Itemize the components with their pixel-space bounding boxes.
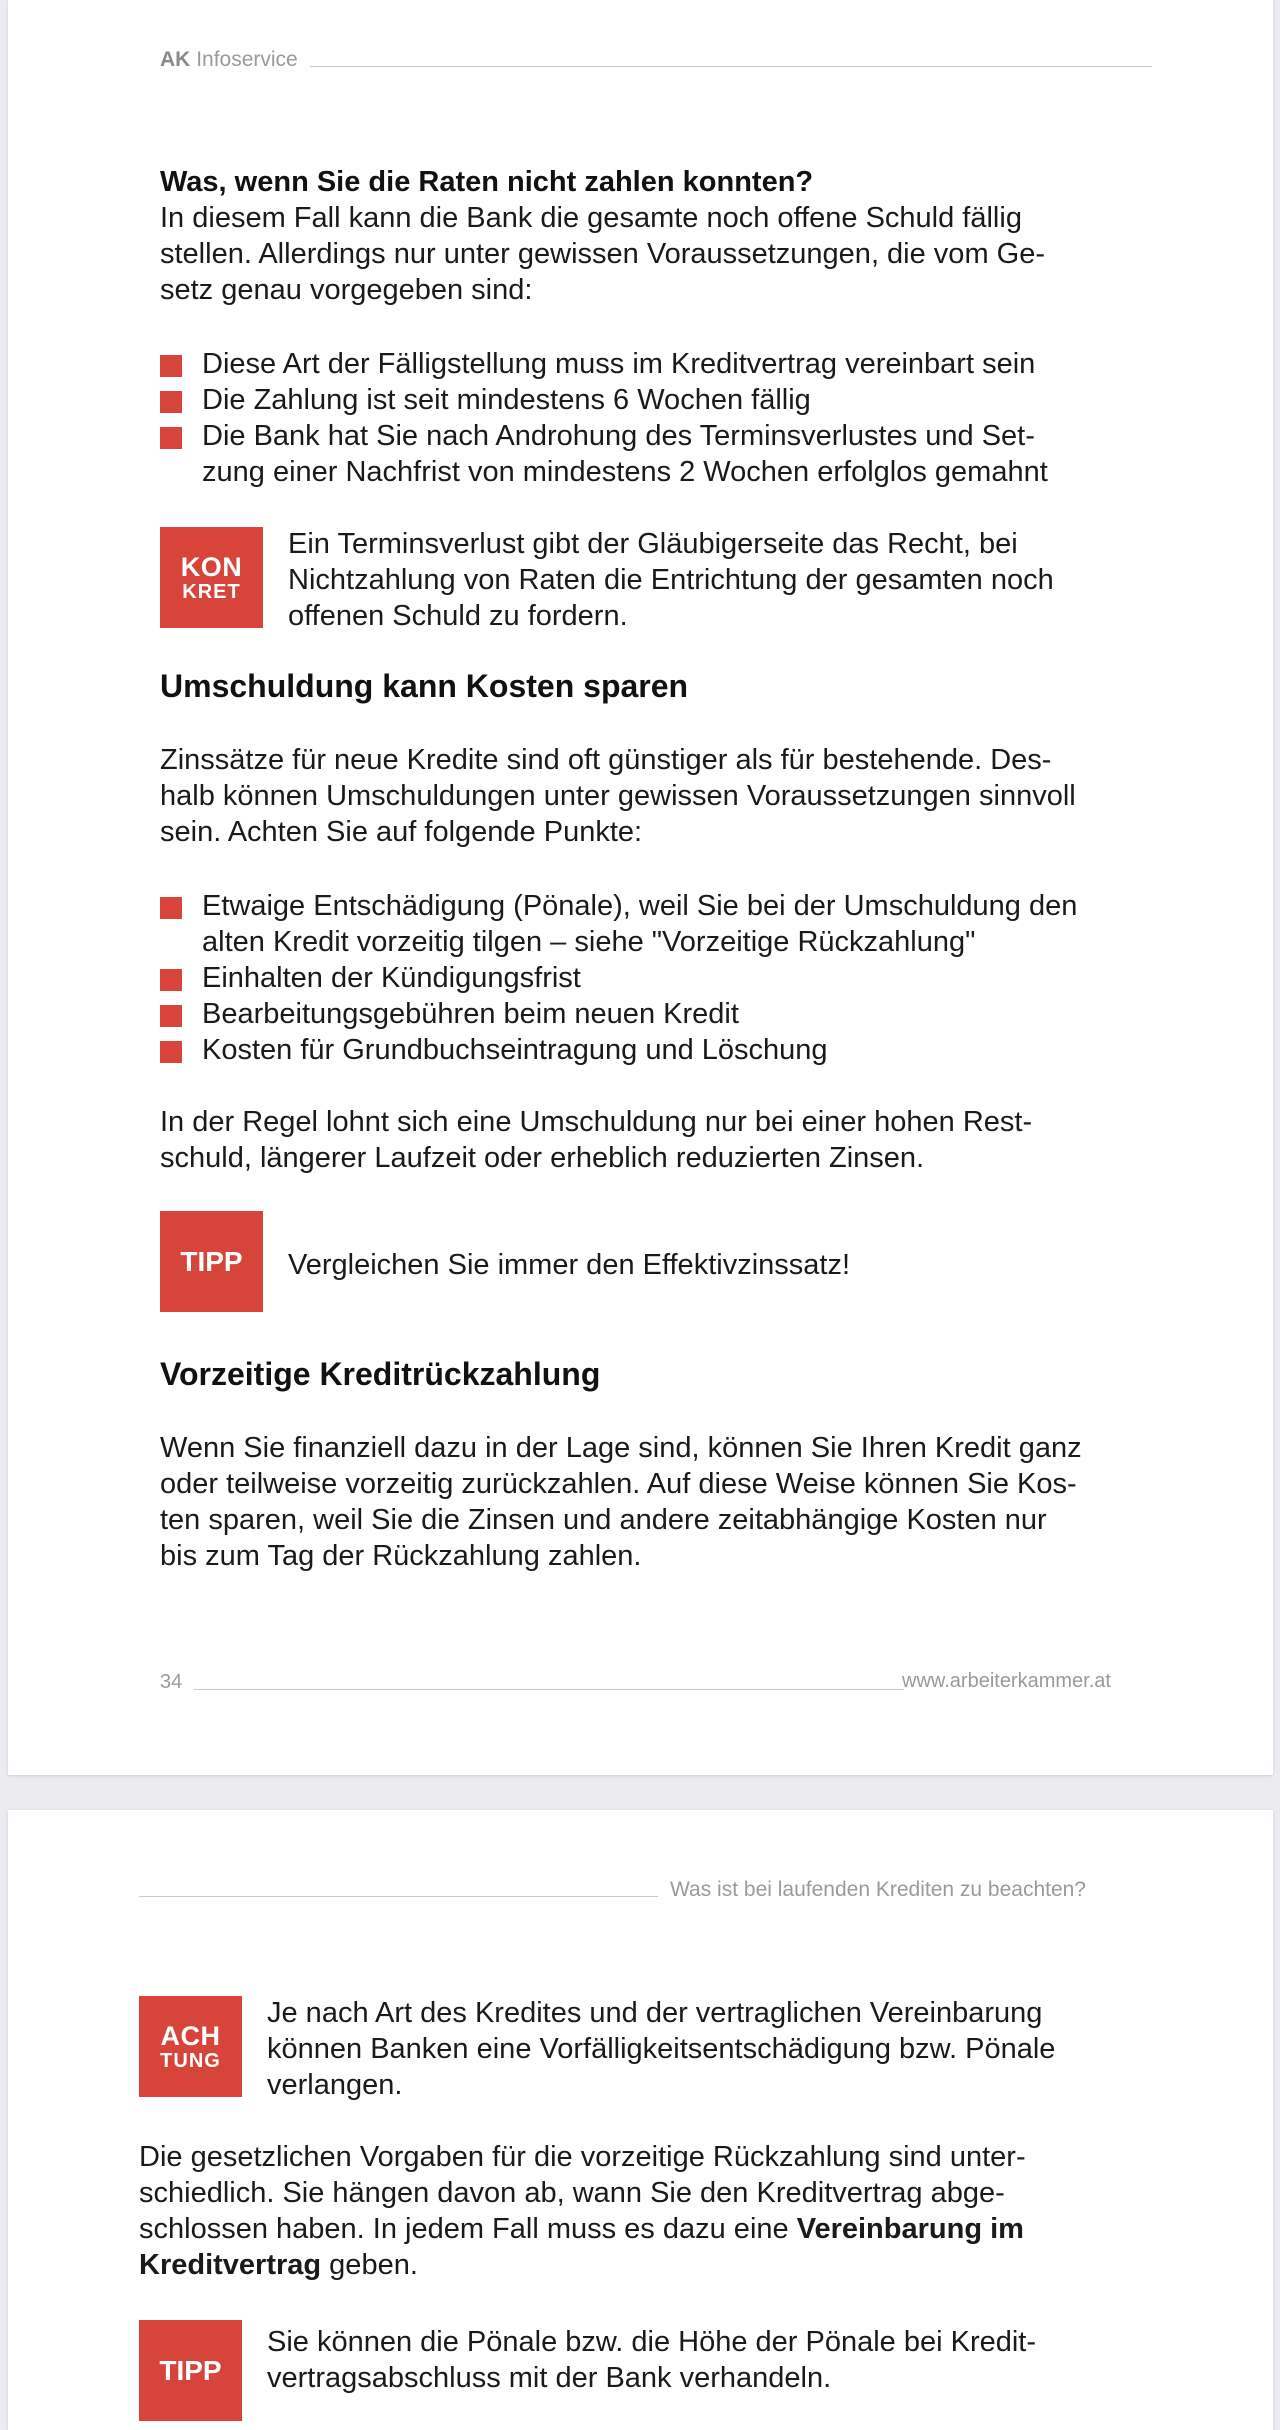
text-line: ten sparen, weil Sie die Zinsen und andere zeitabhängige Kosten nur: [160, 1504, 1047, 1536]
paragraph-vorzeitig: [160, 1430, 1170, 1574]
text-line: Ein Terminsverlust gibt der Gläubigerseite das Recht, bei: [288, 528, 1018, 560]
bullet-square-icon: [160, 897, 182, 919]
page-number: 34: [160, 1671, 183, 1693]
badge-line: TUNG: [160, 2049, 221, 2072]
header-label: Infoservice: [196, 48, 298, 71]
paragraph-umschuldung: [160, 742, 1170, 850]
bullet-square-icon: [160, 1041, 182, 1063]
tipp-badge: [139, 2320, 242, 2421]
list-item: Einhalten der Kündigungsfrist: [160, 960, 1170, 996]
page-header: Was ist bei laufenden Krediten zu beachten?: [670, 1878, 1086, 1901]
paragraph-raten: [160, 200, 1160, 308]
text-line: können Banken eine Vorfälligkeitsentschädigung bzw. Pönale: [267, 2033, 1056, 2065]
badge-label: TIPP: [159, 2354, 222, 2386]
bullet-square-icon: [160, 355, 182, 377]
text-line: Nichtzahlung von Raten die Entrichtung der gesamten noch: [288, 564, 1054, 596]
text-line: Sie können die Pönale bzw. die Höhe der Pönale bei Kredit-: [267, 2326, 1037, 2358]
text-line: Die gesetzlichen Vorgaben für die vorzeitige Rückzahlung sind unter-: [139, 2141, 1026, 2173]
section-heading-raten: Was, wenn Sie die Raten nicht zahlen konnten?: [160, 166, 814, 198]
text-line: In der Regel lohnt sich eine Umschuldung nur bei einer hohen Rest-: [160, 1106, 1033, 1138]
text-line: Wenn Sie finanziell dazu in der Lage sind, können Sie Ihren Kredit ganz: [160, 1432, 1082, 1464]
achtung-text: [267, 1995, 1167, 2103]
header-rule: [310, 66, 1152, 67]
text-line: Kreditvertrag geben.: [139, 2249, 418, 2281]
achtung-badge: [139, 1996, 242, 2097]
footer-rule: [194, 1689, 904, 1690]
bullet-list-faelligstellung: [160, 346, 1160, 490]
header-brand: AK: [160, 48, 191, 71]
document-page-34: [8, 0, 1273, 1775]
text-line: Zinssätze für neue Kredite sind oft günstiger als für bestehende. Des-: [160, 744, 1052, 776]
section-heading-vorzeitig: Vorzeitige Kreditrückzahlung: [160, 1356, 601, 1392]
section-heading-umschuldung: Umschuldung kann Kosten sparen: [160, 668, 689, 704]
text-line: schuld, längerer Laufzeit oder erheblich reduzierten Zinsen.: [160, 1142, 925, 1174]
text-line: setz genau vorgegeben sind:: [160, 274, 533, 306]
badge-line: KON: [180, 551, 243, 582]
text-line: schiedlich. Sie hängen davon ab, wann Sie den Kreditvertrag abge-: [139, 2177, 1005, 2209]
page-header: [160, 48, 298, 72]
konkret-badge: [160, 527, 263, 628]
document-page-35: [8, 1810, 1273, 2430]
list-item: Die Bank hat Sie nach Androhung des Terminsverlustes und Set- zung einer Nachfrist von mindestens 2 Wochen erfolglos gemahnt: [160, 418, 1160, 490]
bold-term: Vereinbarung im: [796, 2213, 1024, 2245]
text-line: sein. Achten Sie auf folgende Punkte:: [160, 816, 643, 848]
badge-line: ACH: [160, 2020, 221, 2051]
tipp-text: Vergleichen Sie immer den Effektivzinssatz!: [288, 1249, 851, 1281]
text-line: stellen. Allerdings nur unter gewissen Voraussetzungen, die vom Ge-: [160, 238, 1045, 270]
paragraph-gesetz: [139, 2139, 1169, 2283]
bullet-list-umschuldung: [160, 888, 1170, 1068]
text-line: halb können Umschuldungen unter gewissen Voraussetzungen sinnvoll: [160, 780, 1076, 812]
paragraph-regel: [160, 1104, 1170, 1176]
tipp-badge: [160, 1211, 263, 1312]
list-item: Die Zahlung ist seit mindestens 6 Wochen fällig: [160, 382, 1160, 418]
list-item: Kosten für Grundbuchseintragung und Löschung: [160, 1032, 1170, 1068]
list-item: Bearbeitungsgebühren beim neuen Kredit: [160, 996, 1170, 1032]
tipp-text: [267, 2324, 1167, 2396]
bullet-square-icon: [160, 391, 182, 413]
list-item: Diese Art der Fälligstellung muss im Kreditvertrag vereinbart sein: [160, 346, 1160, 382]
konkret-text: [288, 526, 1168, 634]
text-line: Je nach Art des Kredites und der vertraglichen Vereinbarung: [267, 1997, 1043, 2029]
text-line: bis zum Tag der Rückzahlung zahlen.: [160, 1540, 642, 1572]
bullet-square-icon: [160, 969, 182, 991]
badge-line: KRET: [182, 580, 241, 603]
text-line: offenen Schuld zu fordern.: [288, 600, 628, 632]
bullet-square-icon: [160, 427, 182, 449]
bullet-square-icon: [160, 1005, 182, 1027]
text-line: oder teilweise vorzeitig zurückzahlen. Auf diese Weise können Sie Kos-: [160, 1468, 1077, 1500]
header-rule: [139, 1896, 658, 1897]
text-line: verlangen.: [267, 2069, 403, 2101]
bold-term: Kreditvertrag: [139, 2249, 322, 2281]
badge-label: TIPP: [180, 1245, 243, 1277]
footer-url[interactable]: www.arbeiterkammer.at: [902, 1670, 1111, 1692]
text-line: vertragsabschluss mit der Bank verhandeln.: [267, 2362, 832, 2394]
list-item: Etwaige Entschädigung (Pönale), weil Sie bei der Umschuldung den alten Kredit vorzeitig tilgen – siehe "Vorzeitige Rückzahlung": [160, 888, 1170, 960]
text-line: schlossen haben. In jedem Fall muss es dazu eine Vereinbarung im: [139, 2213, 1024, 2245]
text-line: In diesem Fall kann die Bank die gesamte noch offene Schuld fällig: [160, 202, 1022, 234]
